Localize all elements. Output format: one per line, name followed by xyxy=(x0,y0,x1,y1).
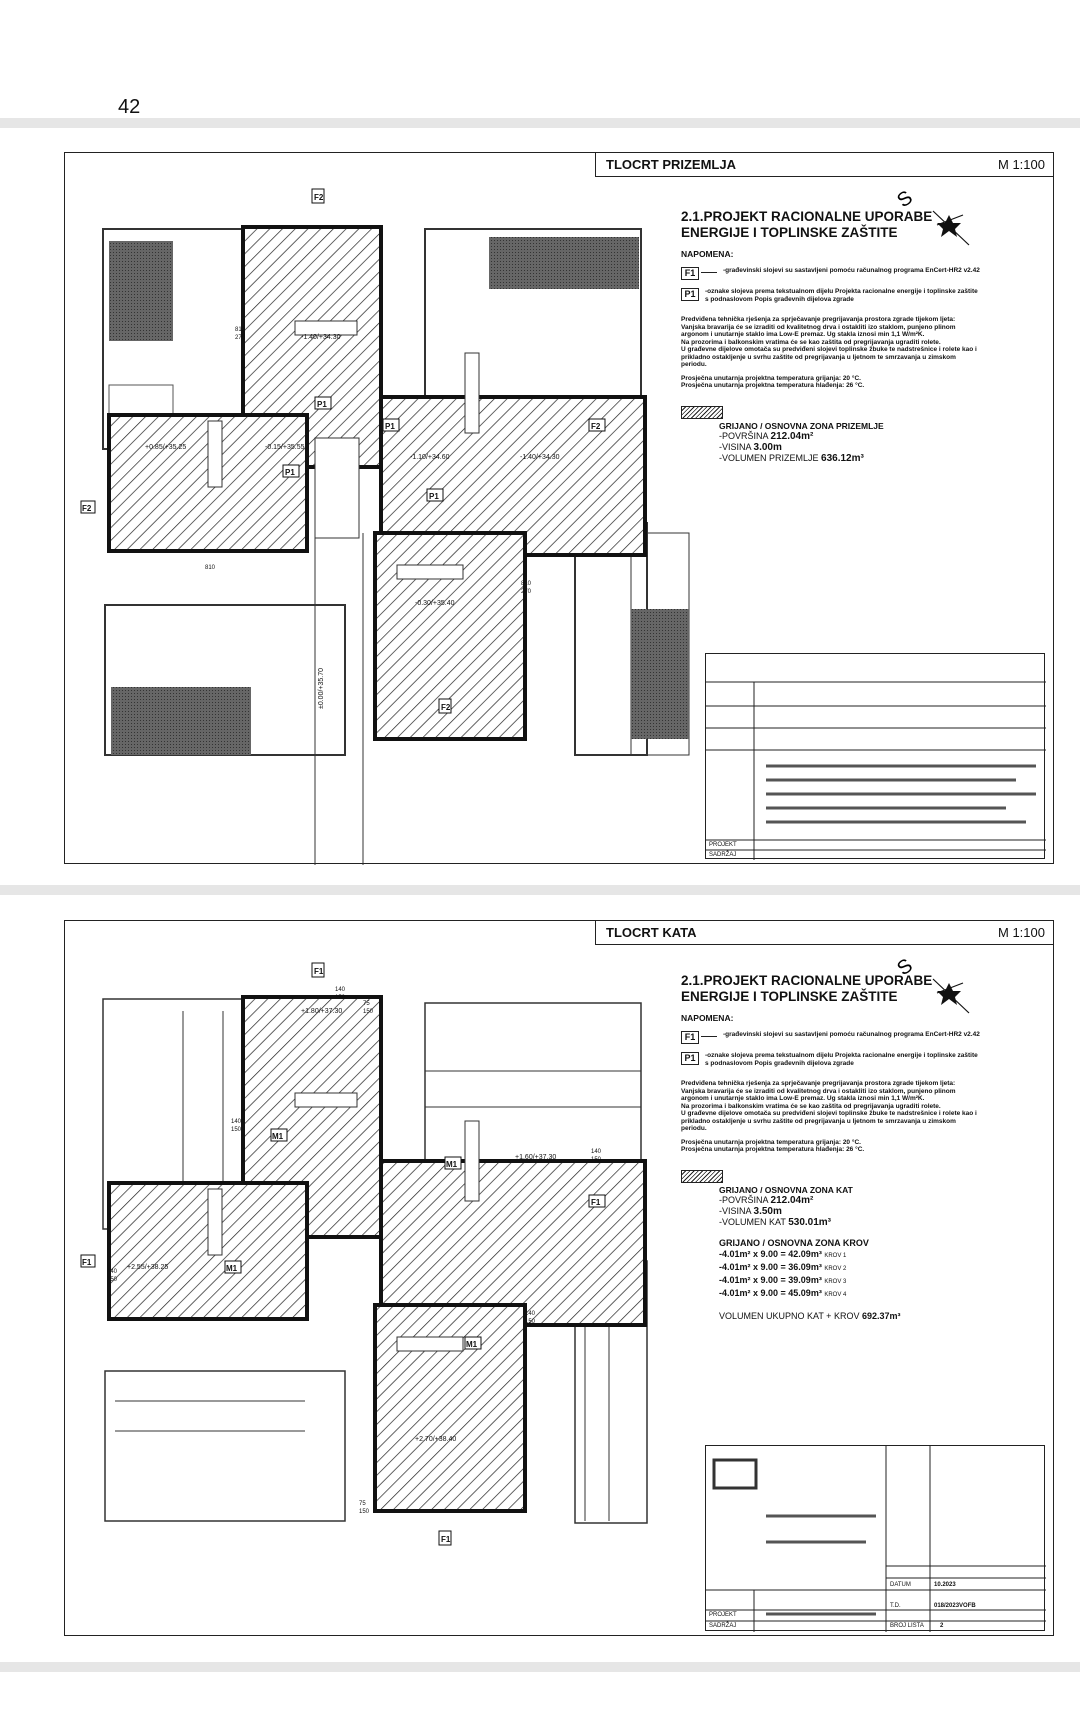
key-code: F1 xyxy=(681,267,699,280)
temperature-note: Prosječna unutarnja projektna temperatura grijanja: 20 °C. Prosječna unutarnja projektna temperatura hlađenja: 26 °C. xyxy=(681,1138,865,1153)
svg-text:270: 270 xyxy=(235,335,246,341)
svg-text:P1: P1 xyxy=(285,468,295,477)
svg-text:810: 810 xyxy=(235,327,246,333)
roof-zone-title: GRIJANO / OSNOVNA ZONA KROV xyxy=(719,1237,869,1248)
key-text: -oznake slojeva prema tekstualnom dijelu Projekta racionalne energije i toplinske zaštite s podnaslovom Popis građevnih dijelova zgrade xyxy=(705,1052,978,1067)
svg-text:150: 150 xyxy=(231,1127,242,1133)
roof-row: -4.01m² x 9.00 = 45.09m³ KROV 4 xyxy=(719,1287,847,1298)
svg-text:P1: P1 xyxy=(317,400,327,409)
overheating-note: Predviđena tehnička rješenja za sprječavanje pregrijavanja prostora zgrade tijekom ljeta: Vanjska bravarija će se izraditi od kvalitetnog drva i ostakliti izo staklom, punjeno plinom argonom i unutarnje staklo ima Low-E premaz. Ug stakla iznosi min 1,1 W/m²K. Na prozorima i balkonskim vratima će se kao zaštita od pregrijavanja ugraditi rolete. U građevne dijelove omotača su predviđeni slojevi toplinske žbuke te nadstrešnice i rolete kao i prikladno ostakljenje u svrhu zaštite od pregrijavanja u ljetnom te smrzavanja u zimskom periodu. xyxy=(681,1080,977,1132)
svg-text:+1.60/+37.30: +1.60/+37.30 xyxy=(515,1154,557,1161)
stamp-sadrzaj-label: SADRŽAJ xyxy=(709,1623,737,1629)
zone-volume: -VOLUMEN PRIZEMLJE 636.12m³ xyxy=(719,452,864,464)
svg-text:F1: F1 xyxy=(314,967,324,976)
stamp-td-label: T.D. xyxy=(890,1603,901,1609)
svg-text:F1: F1 xyxy=(82,1258,92,1267)
key-row-p1 xyxy=(681,288,981,304)
svg-text:140: 140 xyxy=(231,1119,242,1125)
svg-text:P1: P1 xyxy=(385,422,395,431)
elevation-label: -1.40/+34.30 xyxy=(301,334,341,341)
svg-text:F1: F1 xyxy=(441,1535,451,1544)
svg-text:F2: F2 xyxy=(314,193,324,202)
stamp-projekt-label: PROJEKT xyxy=(709,1612,737,1618)
svg-text:270: 270 xyxy=(521,589,532,595)
legend-heading: 2.1.PROJEKT RACIONALNE UPORABE ENERGIJE I TOPLINSKE ZAŠTITE xyxy=(681,973,933,1004)
energy-legend xyxy=(681,973,981,1322)
svg-text:810: 810 xyxy=(521,581,532,587)
title-block-stamp xyxy=(705,653,1045,859)
svg-text:F2: F2 xyxy=(441,703,451,712)
zone-title: GRIJANO / OSNOVNA ZONA KAT xyxy=(719,1184,853,1195)
svg-text:F1: F1 xyxy=(591,1198,601,1207)
sheet-title-bar xyxy=(595,153,1053,177)
svg-text:150: 150 xyxy=(107,1277,118,1283)
zone-title: GRIJANO / OSNOVNA ZONA PRIZEMLJE xyxy=(719,420,884,431)
svg-text:140: 140 xyxy=(107,1269,118,1275)
stamp-td-value: 018/2023VOFB xyxy=(934,1603,976,1609)
title-block-stamp xyxy=(705,1445,1045,1631)
svg-text:-0.30/+35.40: -0.30/+35.40 xyxy=(415,600,455,607)
key-text: -građevinski slojevi su sastavljeni pomoću računalnog programa EnCert-HR2 v2.42 xyxy=(723,267,980,274)
zone-summary xyxy=(681,1170,981,1228)
svg-text:F2: F2 xyxy=(82,504,92,513)
zone-area: -POVRŠINA 212.04m² xyxy=(719,1194,814,1206)
svg-text:140: 140 xyxy=(335,987,346,993)
svg-text:150: 150 xyxy=(335,995,346,1001)
stamp-datum-value: 10.2023 xyxy=(934,1582,956,1588)
svg-text:S: S xyxy=(893,186,917,213)
napomena-label: NAPOMENA: xyxy=(681,1013,734,1023)
sheet-title: TLOCRT PRIZEMLJA xyxy=(606,157,736,172)
page-number: 42 xyxy=(118,96,141,118)
sheet-upper-floor xyxy=(64,920,1054,1636)
zone-height: -VISINA 3.50m xyxy=(719,1205,782,1217)
svg-text:150: 150 xyxy=(363,1009,374,1015)
sheet-ground-floor xyxy=(64,152,1054,864)
zone-summary xyxy=(681,406,981,464)
key-code: F1 xyxy=(681,1031,699,1044)
hatch-swatch-icon xyxy=(681,1170,723,1183)
terrace-area xyxy=(109,241,173,341)
svg-text:810: 810 xyxy=(205,565,216,571)
zone-area: -POVRŠINA 212.04m² xyxy=(719,430,814,442)
key-code: P1 xyxy=(681,1052,699,1065)
key-row-p1 xyxy=(681,1052,981,1068)
key-code: P1 xyxy=(681,288,699,301)
sheet-title-bar xyxy=(595,921,1053,945)
sheet-scale: M 1:100 xyxy=(998,157,1045,172)
napomena-label: NAPOMENA: xyxy=(681,249,734,259)
arrow-icon xyxy=(701,272,717,273)
stamp-datum-label: DATUM xyxy=(890,1582,911,1588)
svg-text:-1.40/+34.30: -1.40/+34.30 xyxy=(520,454,560,461)
sheet-scale: M 1:100 xyxy=(998,925,1045,940)
roof-row: -4.01m² x 9.00 = 39.09m³ KROV 3 xyxy=(719,1274,847,1285)
svg-text:-1.10/+34.60: -1.10/+34.60 xyxy=(410,454,450,461)
svg-text:+1.80/+37.30: +1.80/+37.30 xyxy=(301,1008,343,1015)
arrow-icon xyxy=(701,1036,717,1037)
svg-text:±0.00/+35.70: ±0.00/+35.70 xyxy=(318,667,325,709)
svg-text:140: 140 xyxy=(591,1149,602,1155)
separator-band-top xyxy=(0,118,1080,128)
svg-text:150: 150 xyxy=(525,1319,536,1325)
svg-text:+2.55/+38.25: +2.55/+38.25 xyxy=(127,1264,169,1271)
zone-volume: -VOLUMEN KAT 530.01m³ xyxy=(719,1216,832,1228)
svg-text:75: 75 xyxy=(359,1501,366,1507)
overheating-note: Predviđena tehnička rješenja za sprječavanje pregrijavanja prostora zgrade tijekom ljeta: Vanjska bravarija će se izraditi od kvalitetnog drva i ostakliti izo staklom, punjeno plinom argonom i unutarnje staklo ima Low-E premaz. Ug stakla iznosi min 1,1 W/m²K. Na prozorima i balkonskim vratima će se kao zaštita od pregrijavanja ugraditi rolete. U građevne dijelove omotača su predviđeni slojevi toplinske žbuke te nadstrešnice i rolete kao i prikladno ostakljenje u svrhu zaštite od pregrijavanja u ljetnom te smrzavanja u zimskom periodu. xyxy=(681,316,977,368)
stamp-broj-value: 2 xyxy=(940,1623,944,1629)
sheet-title: TLOCRT KATA xyxy=(606,925,697,940)
energy-legend xyxy=(681,209,981,464)
svg-text:M1: M1 xyxy=(226,1264,238,1273)
svg-text:150: 150 xyxy=(591,1157,602,1163)
roof-row: -4.01m² x 9.00 = 36.09m³ KROV 2 xyxy=(719,1261,847,1272)
svg-text:M1: M1 xyxy=(446,1160,458,1169)
svg-text:75: 75 xyxy=(363,1001,370,1007)
separator-band-middle xyxy=(0,885,1080,895)
svg-text:+2.70/+38.40: +2.70/+38.40 xyxy=(415,1436,457,1443)
key-row-f1 xyxy=(681,267,981,280)
legend-heading: 2.1.PROJEKT RACIONALNE UPORABE ENERGIJE I TOPLINSKE ZAŠTITE xyxy=(681,209,933,240)
zone-height: -VISINA 3.00m xyxy=(719,441,782,453)
svg-text:+0.85/+35.25: +0.85/+35.25 xyxy=(145,444,187,451)
svg-text:140: 140 xyxy=(525,1311,536,1317)
svg-text:M1: M1 xyxy=(466,1340,478,1349)
separator-band-bottom xyxy=(0,1662,1080,1672)
roof-row: -4.01m² x 9.00 = 42.09m³ KROV 1 xyxy=(719,1248,847,1259)
svg-text:P1: P1 xyxy=(429,492,439,501)
roof-zone-summary xyxy=(719,1238,981,1322)
svg-text:F2: F2 xyxy=(591,422,601,431)
stamp-sadrzaj-label: SADRŽAJ xyxy=(709,852,737,858)
hatch-swatch-icon xyxy=(681,406,723,419)
temperature-note: Prosječna unutarnja projektna temperatura grijanja: 20 °C. Prosječna unutarnja projektna temperatura hlađenja: 26 °C. xyxy=(681,374,865,389)
svg-text:S: S xyxy=(893,954,917,981)
key-text: -oznake slojeva prema tekstualnom dijelu Projekta racionalne energije i toplinske zaštite s podnaslovom Popis građevnih dijelova zgrade xyxy=(705,288,978,303)
svg-text:M1: M1 xyxy=(272,1132,284,1141)
stamp-projekt-label: PROJEKT xyxy=(709,842,737,848)
key-text: -građevinski slojevi su sastavljeni pomoću računalnog programa EnCert-HR2 v2.42 xyxy=(723,1031,980,1038)
svg-text:150: 150 xyxy=(359,1509,370,1515)
svg-text:-0.15/+35.55: -0.15/+35.55 xyxy=(265,444,305,451)
key-row-f1 xyxy=(681,1031,981,1044)
total-volume: VOLUMEN UKUPNO KAT + KROV 692.37m³ xyxy=(719,1310,901,1321)
stamp-broj-label: BROJ LISTA xyxy=(890,1623,924,1629)
